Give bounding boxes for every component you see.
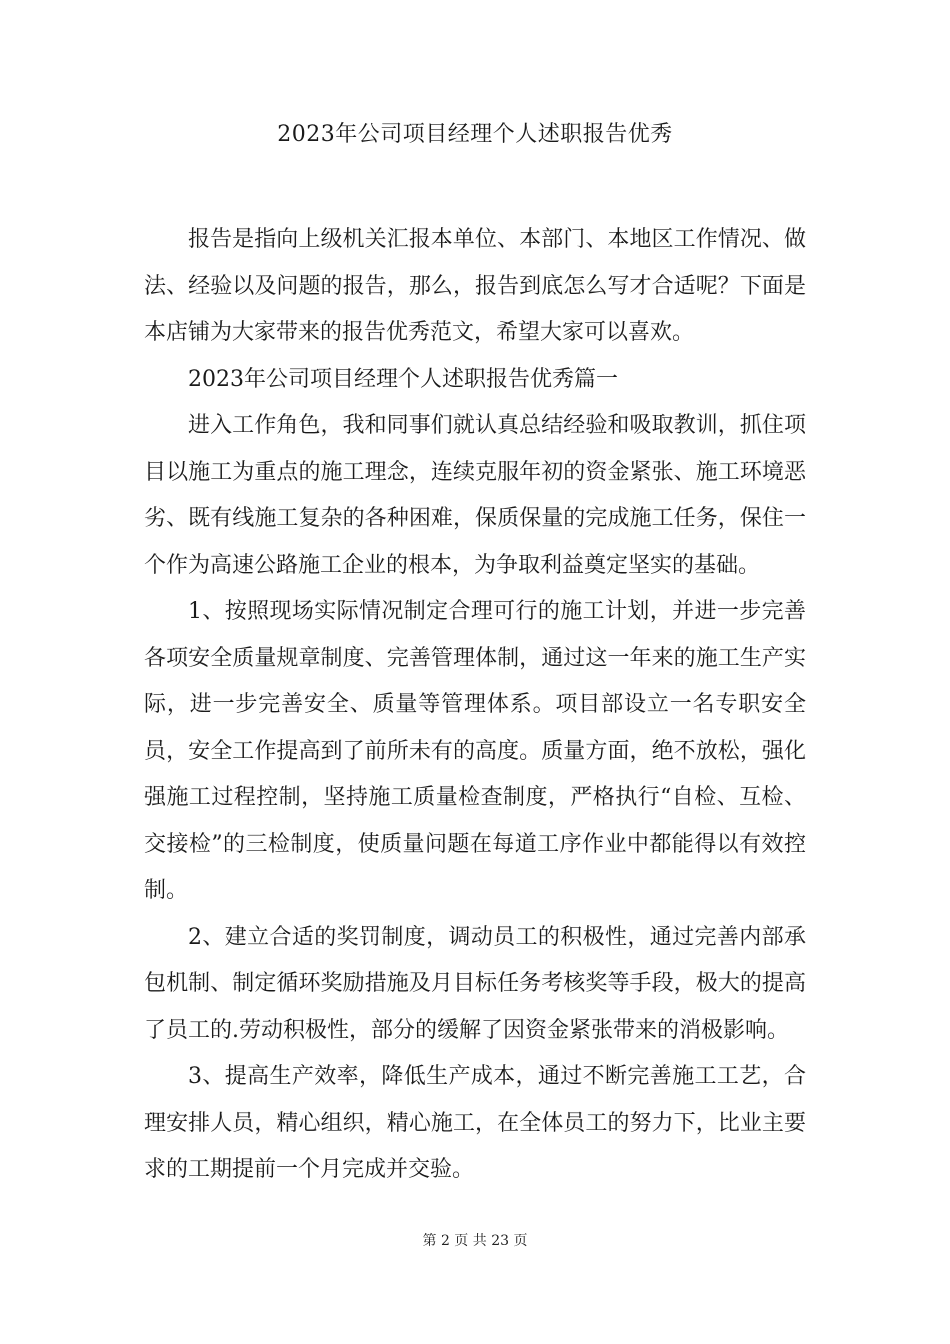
section-heading: 2023年公司项目经理个人述职报告优秀篇一 <box>188 366 618 392</box>
body-paragraph: 3、提高生产效率，降低生产成本，通过不断完善施工工艺，合理安排人员，精心组织，精心施工，在全体员工的努力下，比业主要求的工期提前一个月完成并交验。 <box>144 1064 806 1182</box>
document-body <box>144 217 806 1194</box>
document-title: 2023年公司项目经理个人述职报告优秀 <box>277 122 673 147</box>
body-paragraph: 2、建立合适的奖罚制度，调动员工的积极性，通过完善内部承包机制、制定循环奖励措施及月目标任务考核奖等手段，极大的提高了员工的.劳动积极性，部分的缓解了因资金紧张带来的消极影响。 <box>144 924 806 1043</box>
page-number-footer: 第 2 页 共 23 页 <box>422 1233 528 1249</box>
body-paragraph: 1、按照现场实际情况制定合理可行的施工计划，并进一步完善各项安全质量规章制度、完善管理体制，通过这一年来的施工生产实际，进一步完善安全、质量等管理体系。项目部设立一名专职安全员，安全工作提高到了前所未有的高度。质量方面，绝不放松，强化强施工过程控制，坚持施工质量检查制度，严格执行“自检、互检、交接检”的三检制度，使质量问题在每道工序作业中都能得以有效控制。 <box>144 599 806 903</box>
body-paragraph: 进入工作角色，我和同事们就认真总结经验和吸取教训，抓住项目以施工为重点的施工理念，连续克服年初的资金紧张、施工环境恶劣、既有线施工复杂的各种困难，保质保量的完成施工任务，保住一个作为高速公路施工企业的根本，为争取利益奠定坚实的基础。 <box>144 413 806 578</box>
intro-paragraph: 报告是指向上级机关汇报本单位、本部门、本地区工作情况、做法、经验以及问题的报告，那么，报告到底怎么写才合适呢？下面是本店铺为大家带来的报告优秀范文，希望大家可以喜欢。 <box>144 227 806 345</box>
